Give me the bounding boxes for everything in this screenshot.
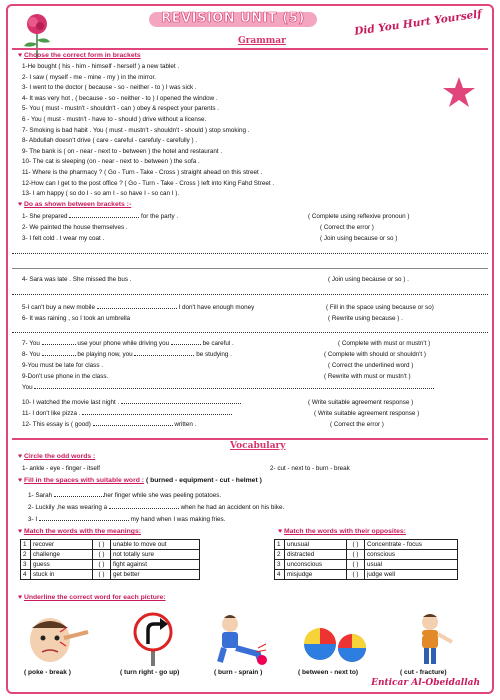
page-title: REVISION UNIT (5) [149,12,317,27]
grammar-item: 9- The bank is ( on - near - next to - between ) the hotel and restaurant . [22,147,223,155]
match-word: stuck in [31,570,93,580]
match-row [275,550,458,560]
heading-do-as-shown: ♥ Do as shown between brackets :- [18,201,132,208]
match-definition: conscious [365,550,458,560]
caption-3: ( burn - sprain ) [214,669,263,676]
caption-4: ( between - next to) [298,669,359,676]
worksheet-page [6,4,494,694]
do-item-3-hint: ( Join using because or so ) [320,235,398,242]
row-number: 1 [21,540,31,550]
odd-item-1: 1- ankle - eye - finger - itself [22,465,101,472]
do-item-11: 10- I watched the movie last night . [22,399,241,406]
grammar-item: 1-He bought ( his - him - himself - herself ) a new tablet . [22,63,180,70]
grammar-item: 3- I went to the doctor ( because - so - neither - to ) I was sick . [22,84,197,92]
do-item-12-hint: ( Write suitable agreement response ) [314,410,420,417]
do-item-6-hint: ( Rewrite using because ) . [328,315,403,322]
do-item-7-hint: ( Complete with must or mustn't ) [338,340,431,347]
grammar-item: 8- Abdullah doesn't drive ( care - careful - carefuly - carefully ) . [22,137,198,145]
row-number: 1 [275,540,285,550]
answer-box[interactable]: ( ) [347,570,365,580]
do-item-9-hint: ( Correct the underlined word ) [328,362,414,369]
answer-line [12,253,488,254]
row-number: 3 [21,560,31,570]
do-item-13: 12- This essay is ( good) written . [22,421,197,428]
answer-box[interactable]: ( ) [93,550,111,560]
do-item-11-hint: ( Write suitable agreement response ) [308,399,414,406]
match-row [275,540,458,550]
match-word: unconscious [285,560,347,570]
match-row [21,550,200,560]
do-item-4: 4- Sara was late . She missed the bus . [22,276,132,283]
vocabulary-section-label: Vocabulary [230,441,286,451]
injured-boy-picture [396,612,466,666]
do-item-7: 7- You use your phone while driving you be careful . [22,340,234,347]
grammar-item: 13- I am happy ( so do I - so am I - so have I - so can I ). [22,190,180,198]
caption-2: ( turn right - go up) [120,669,180,676]
answer-box[interactable]: ( ) [93,540,111,550]
answer-box[interactable]: ( ) [93,570,111,580]
grammar-item: 5- You ( must - mustn't - shouldn't - can ) obey & respect your parents . [22,105,219,113]
heading-meanings: ♥ Match the words with the meanings: [18,528,142,535]
match-row [21,560,200,570]
grammar-item: 11- Where is the pharmacy ? ( Go - Turn - Take - Cross ) straight ahead on this street . [22,169,263,176]
meanings-table [20,539,200,580]
grammar-item: 10- The cat is sleeping (on - near - next to - between ) the sofa . [22,158,200,166]
caption-5: ( cut - fracture) [400,669,447,676]
match-definition: not totally sure [111,550,200,560]
grammar-item: 12-How can I get to the post office ? ( Go - Turn - Take - Cross ) left into King Fahd Street . [22,179,275,187]
row-number: 3 [275,560,285,570]
author-signature: Enticar Al-Obeidallah [371,677,480,688]
do-item-3: 3- I felt cold . I wear my coat . [22,235,105,242]
do-item-10: 9-Don't use phone in the class. [22,373,109,380]
odd-item-2: 2- cut - next to - burn - break [270,465,350,472]
turn-right-sign-picture [118,612,188,666]
heading-fill-spaces: ♥ Fill in the spaces with suitable word : ( burned - equipment - cut - helmet ) [18,477,262,484]
heading-pictures: ♥ Underline the correct word for each picture: [18,594,166,601]
match-definition: unable to move out [111,540,200,550]
do-item-2: 2- We painted the house themselves . [22,224,128,231]
answer-box[interactable]: ( ) [347,550,365,560]
do-item-5-hint: ( Fill in the space using because or so) [326,304,434,311]
do-item-4-hint: ( Join using because or so ) . [328,276,409,283]
poke-eye-picture [20,612,90,666]
match-word: recover [31,540,93,550]
do-item-10-answer: You [22,384,434,391]
heading-correct-form: ♥ Choose the correct form in brackets [18,52,141,59]
answer-box[interactable]: ( ) [347,560,365,570]
heading-opposites: ♥ Match the words with their opposites: [278,528,406,535]
motto-text: Did You Hurt Yourself [353,8,483,38]
do-item-9: 9-You must be late for class . [22,362,103,369]
match-row [21,570,200,580]
match-definition: usual [365,560,458,570]
fill-item-3: 3- I my hand when I was making fries. [28,516,226,523]
do-item-8: 8- You be playing now, you be studying . [22,351,232,358]
do-item-8-hint: ( Complete with should or shouldn't ) [324,351,427,358]
opposites-table [274,539,458,580]
do-item-12: 11- I don't like pizza . [22,410,232,417]
row-number: 2 [21,550,31,560]
answer-line [12,332,488,333]
divider [12,268,488,269]
do-item-1: 1- She prepared for the party . [22,213,179,220]
do-item-5: 5-I can't buy a new mobile I don't have enough money [22,304,255,311]
match-word: challenge [31,550,93,560]
grammar-section-label: Grammar [238,36,286,46]
grammar-item: 7- Smoking is bad habit . You ( must - mustn't - shouldn't - should ) stop smoking . [22,126,250,134]
balls-picture [300,612,370,666]
match-definition: get better [111,570,200,580]
match-definition: Concentrate - focus [365,540,458,550]
caption-1: ( poke - break ) [24,669,71,676]
match-word: guess [31,560,93,570]
grammar-item: 6 - You ( must - mustn't - have to - should ) drive without a license. [22,116,207,123]
match-word: misjudge [285,570,347,580]
match-definition: judge well [365,570,458,580]
title-banner [138,12,328,30]
match-definition: fight against [111,560,200,570]
answer-box[interactable]: ( ) [347,540,365,550]
heading-odd-words: ♥ Circle the odd words : [18,453,96,460]
match-word: unusual [285,540,347,550]
do-item-10-hint: ( Rewrite with must or mustn't ) [324,373,411,380]
answer-line [12,294,488,295]
answer-box[interactable]: ( ) [93,560,111,570]
fill-item-1: 1- Sarah her finger while she was peeling potatoes. [28,492,222,499]
do-item-1-hint: ( Complete using reflexive pronoun ) [308,213,410,220]
fill-item-2: 2- Luckily ,he was wearing a when he had an accident on his bike. [28,504,285,511]
match-row [275,560,458,570]
match-row [21,540,200,550]
match-word: distracted [285,550,347,560]
match-row [275,570,458,580]
grammar-item: 2- I saw ( myself - me - mine - my ) in the mirror. [22,73,156,81]
row-number: 2 [275,550,285,560]
do-item-6: 6- It was raining , so I took an umbrella [22,315,131,322]
row-number: 4 [21,570,31,580]
do-item-2-hint: ( Correct the error ) [320,224,374,231]
row-number: 4 [275,570,285,580]
star-icon [442,76,476,110]
do-item-13-hint: ( Correct the error ) [330,421,384,428]
sprained-ankle-picture [208,612,278,666]
grammar-item: 4- It was very hot , ( because - so - neither - to ) I opened the window . [22,94,218,102]
divider [12,48,488,50]
divider [12,438,488,440]
